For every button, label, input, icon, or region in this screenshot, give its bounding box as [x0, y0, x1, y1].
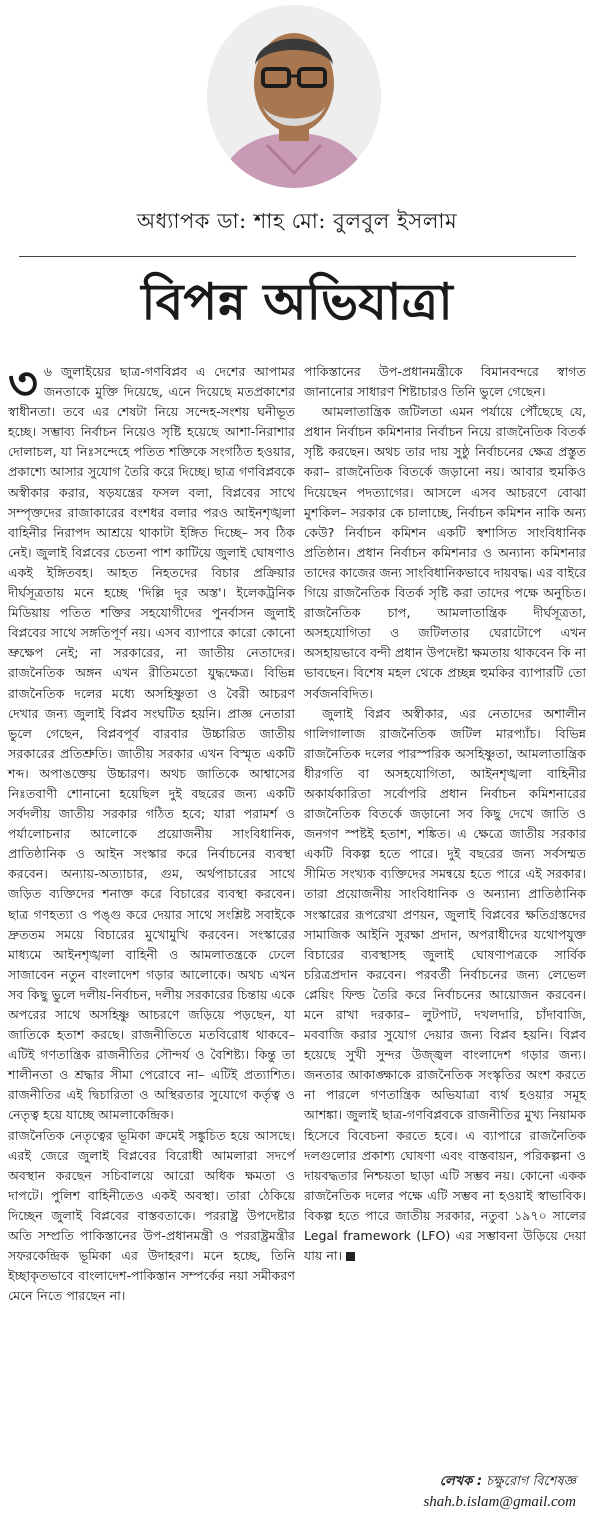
author-role — [440, 1472, 576, 1493]
author-photo — [207, 5, 381, 188]
paragraph-text: ৬ জুলাইয়ের ছাত্র-গণবিপ্লব এ দেশের আপামর জনতাকে মুক্তি দিয়েছে, এনে দিয়েছে মতপ্রকাশের স্বাধীনতা। তবে এর শেষটা নিয়ে সন্দেহ-সংশয় ঘনীভূত হচ্ছে। সম্ভাব্য নির্বাচন নিয়েও সৃষ্টি হয়েছে আশা-নিরাশার দোলাচল, যা নিঃসন্দেহে পতিত শক্তিকে সংগঠিত হওয়ার, প্রকাশ্যে আসার সুযোগ তৈরি করে দিচ্ছে। ছাত্র গণবিপ্লবকে অস্বীকার করার, ষড়যন্ত্রের ফসল বলা, বিপ্লবের সাথে সম্পৃক্তদের রাজাকারের বংশধর বলার পরও আইনশৃঙ্খলা বাহিনীর নিরাপদ আশ্রয়ে থাকাটা ইঙ্গিত দিচ্ছে– সব ঠিক নেই। জুলাই বিপ্লবের চেতনা পাশ কাটিয়ে জুলাই ঘোষণাও একই ইঙ্গিতবহ। আহত নিহতদের বিচার প্রক্রিয়ার দীর্ঘসূত্রতায় মনে হচ্ছে 'দিল্লি দূর অস্ত'। ইলেকট্রনিক মিডিয়ায় পতিত শক্তির সহযোগীদের পুনর্বাসন জুলাই বিপ্লবের সাথে সঙ্গতিপূর্ণ নয়। এসব ব্যাপারে কারো কোনো ভ্রুক্ষেপ নেই; না সরকারের, না জাতীয় নেতাদের। রাজনৈতিক অঙ্গন এখন রীতিমতো যুদ্ধক্ষেত্র। বিভিন্ন রাজনৈতিক দলের মধ্যে অসহিষ্ণুতা ও বৈরী আচরণ দেখার জন্য জুলাই বিপ্লব সংঘটিত হয়নি। প্রাজ্ঞ নেতারা ভুলে গেছেন, বিপ্লবপূর্ব বারবার উচ্চারিত জাতীয় সরকারের প্রতিশ্রুতি। জাতীয় সরকার এখন বিস্মৃত একটি শব্দ। অপাঙক্তেয় উচ্চারণ। অথচ জাতিকে আশ্বাসের নিঃতবাণী শোনানো হয়েছিল দুই বছরের জন্য একটি সর্বদলীয় জাতীয় সরকার গঠিত হবে; যারা পরামর্শ ও পর্যালোচনার আলোকে প্রয়োজনীয় সাংবিধানিক, প্রাতিষ্ঠানিক ও আইন সংস্কার করে নির্বাচনের ব্যবস্থা করবেন। অন্যায়-অত্যাচার, গুম, অর্থপাচারের সাথে জড়িত ব্যক্তিদের শনাক্ত করে বিচারের ব্যবস্থা করবেন। ছাত্র গণহত্যা ও পঙ্গু করে দেয়ার সাথে সংশ্লিষ্ট সবাইকে দ্রুততম সময়ে বিচারের মুখোমুখি করবেন। সংস্কারের মাধ্যমে আইনশৃঙ্খলা বাহিনী ও আমলাতন্ত্রকে ঢেলে সাজাবেন নতুন বাংলাদেশ গড়ার আলোকে। অথচ এখন সব কিছু ভুলে দলীয়-নির্বাচন, দলীয় সরকারের চিন্তায় একে অপরের সাথে অসহিষ্ণু আচরণে জড়িয়ে পড়ছেন, যা জাতিকে হতাশ করছে। রাজনীতিতে মতবিরোধ থাকবে– এটিই গণতান্ত্রিক রাজনীতির সৌন্দর্য ও বৈশিষ্ট্য। কিন্তু তা শালীনতা ও শ্রদ্ধার সীমা পেরোবে না– এটিই প্রত্যাশিত। রাজনীতির এই দ্বিচারিতা ও অস্থিরতার সুযোগে কর্তৃত্ব ও নেতৃত্ব হয়ে যাচ্ছে আমলাকেন্দ্রিক। — [8, 364, 295, 1123]
article-column-right — [304, 362, 586, 1266]
role-text: চক্ষুরোগ বিশেষজ্ঞ — [486, 1474, 576, 1489]
author-name: অধ্যাপক ডা: শাহ মো: বুলবুল ইসলাম — [136, 209, 458, 233]
article-paragraph — [304, 704, 586, 1267]
paragraph-text: জুলাই বিপ্লব অস্বীকার, এর নেতাদের অশালীন গালিগালাজ রাজনৈতিক জটিল মারপ্যাঁচ। বিভিন্ন রাজনৈতিক দলের পারস্পরিক অসহিষ্ণুতা, আমলাতান্ত্রিক ধীরগতি বা অসহযোগিতা, আইনশৃঙ্খলা বাহিনীর অকার্যকারিতা সর্বোপরি প্রধান নির্বাচন কমিশনারের রাজনৈতিক বিতর্কে জড়ানো সব কিছু দেখে জাতি ও জনগণ স্পষ্টই হতাশ, শঙ্কিত। এ ক্ষেত্রে জাতীয় সরকার একটি বিকল্প হতে পারে। দুই বছরের জন্য সর্বসম্মত সীমিত সংখ্যক ব্যক্তিদের সমন্বয়ে হতে পারে এই সরকার। তারা প্রয়োজনীয় সাংবিধানিক ও অন্যান্য প্রাতিষ্ঠানিক সংস্কারের রূপরেখা প্রণয়ন, জুলাই বিপ্লবের ক্ষতিগ্রস্তদের সামাজিক আইনি সুরক্ষা প্রদান, অপরাধীদের যথোপযুক্ত বিচারের ব্যবস্থাসহ জুলাই ঘোষণাপত্রকে সার্বিক চরিত্রপ্রদান করবেন। পরবর্তী নির্বাচনের জন্য লেভেল প্লেয়িং ফিল্ড তৈরি করে নির্বাচনের আয়োজন করবেন। মনে রাখা দরকার– লুটপাট, দখলদারি, চাঁদাবাজি, মববাজি করার সুযোগ দেয়ার জন্য বিপ্লব হয়নি। বিপ্লব হয়েছে সুখী সুন্দর উজ্জ্বল বাংলাদেশ গড়ার জন্য। জনতার আকাঙ্ক্ষাকে রাজনৈতিক সংস্কৃতির অংশ করতে না পারলে গণতান্ত্রিক অভিযাত্রা ব্যর্থ হওয়ার সমূহ আশঙ্কা। জুলাই ছাত্র-গণবিপ্লবকে রাজনীতির মুখ্য নিয়ামক হিসেবে বিবেচনা করতে হবে। এ ব্যাপারে রাজনৈতিক দলগুলোর প্রকাশ্য ঘোষণা এবং বাস্তবায়ন, পরিকল্পনা ও দায়বদ্ধতার নিশ্চয়তা ছাড়া এটি সম্ভব নয়। কোনো একক রাজনৈতিক দলের পক্ষে এটি সম্ভব না হওয়াই স্বাভাবিক। বিকল্প হতে পারে জাতীয় সরকার, নতুবা ১৯৭০ সালের Legal framework (LFO) এর সম্ভাবনা উড়িয়ে দেয়া যায় না। — [304, 705, 586, 1264]
article-column-left — [8, 356, 295, 1306]
article-paragraph: আমলাতান্ত্রিক জটিলতা এমন পর্যায়ে পৌঁছেছে যে, প্রধান নির্বাচন কমিশনার নির্বাচন নিয়ে রাজনৈতিক বিতর্ক সৃষ্টি করছেন। অথচ তার দায় সুষ্ঠু নির্বাচনের ক্ষেত্র প্রস্তুত করা– রাজনৈতিক বিতর্কে জড়ানো নয়। আবার হুমকিও দিয়েছেন পদত্যাগের। আসলে এসব আচরণে বোঝা মুশকিল– সরকার কে চালাচ্ছে, নির্বাচন কমিশন নাকি অন্য কেউ? নির্বাচন কমিশন একটি স্বশাসিত সাংবিধানিক প্রতিষ্ঠান। প্রধান নির্বাচন কমিশনার ও অন্যান্য কমিশনার তাদের কাজের জন্য সাংবিধানিকভাবে দায়বদ্ধ। এর বাইরে গিয়ে রাজনৈতিক বিতর্ক সৃষ্টি করা তাদের পক্ষে অনুচিত। রাজনৈতিক চাপ, আমলাতান্ত্রিক দীর্ঘসূত্রতা, অসহযোগিতা ও জটিলতার ঘেরাটোপে এখন অসহায়ভাবে বন্দী প্রধান উপদেষ্টা ক্ষমতায় থাকবেন কি না ভাবছেন। বিশেষ মহল থেকে প্রচ্ছন্ন হুমকির ব্যাপারটি তো সর্বজনবিদিত। — [304, 404, 586, 701]
article-headline: বিপন্ন অভিযাত্রা — [141, 272, 453, 331]
article-paragraph — [8, 356, 295, 1126]
drop-cap: ৩ — [8, 356, 38, 410]
role-label: লেখক : — [439, 1474, 483, 1489]
author-email: shah.b.islam@gmail.com — [423, 1494, 576, 1510]
divider-rule — [19, 256, 576, 257]
article-paragraph: পাকিস্তানের উপ-প্রধানমন্ত্রীকে বিমানবন্দরে স্বাগত জানানোর সাধারণ শিষ্টাচারও তিনি ভুলে গেছেন। — [304, 364, 586, 400]
author-portrait-image — [207, 5, 381, 188]
article-paragraph: রাজনৈতিক নেতৃত্বের ভূমিকা ক্রমেই সঙ্কুচিত হয়ে আসছে। এরই জেরে জুলাই বিপ্লবের বিরোধী আমলারা সদর্পে অবস্থান করছেন সচিবালয়ে আরো অধিক ক্ষমতা ও দাপটে। পুলিশ বাহিনীতেও একই অবস্থা। তারা ঠেকিয়ে দিচ্ছেন জুলাই বিপ্লবের বাস্তবতাকে। পররাষ্ট্র উপদেষ্টার অতি সম্প্রতি পাকিস্তানের উপ-প্রধানমন্ত্রী ও পররাষ্ট্রমন্ত্রীর সফরকেন্দ্রিক ভূমিকা এর উদাহরণ। মনে হচ্ছে, তিনি ইচ্ছাকৃতভাবে বাংলাদেশ-পাকিস্তান সম্পর্কের নয়া সমীকরণ মেনে নিতে পারছেন না। — [8, 1127, 295, 1304]
end-mark-icon — [346, 1252, 355, 1261]
